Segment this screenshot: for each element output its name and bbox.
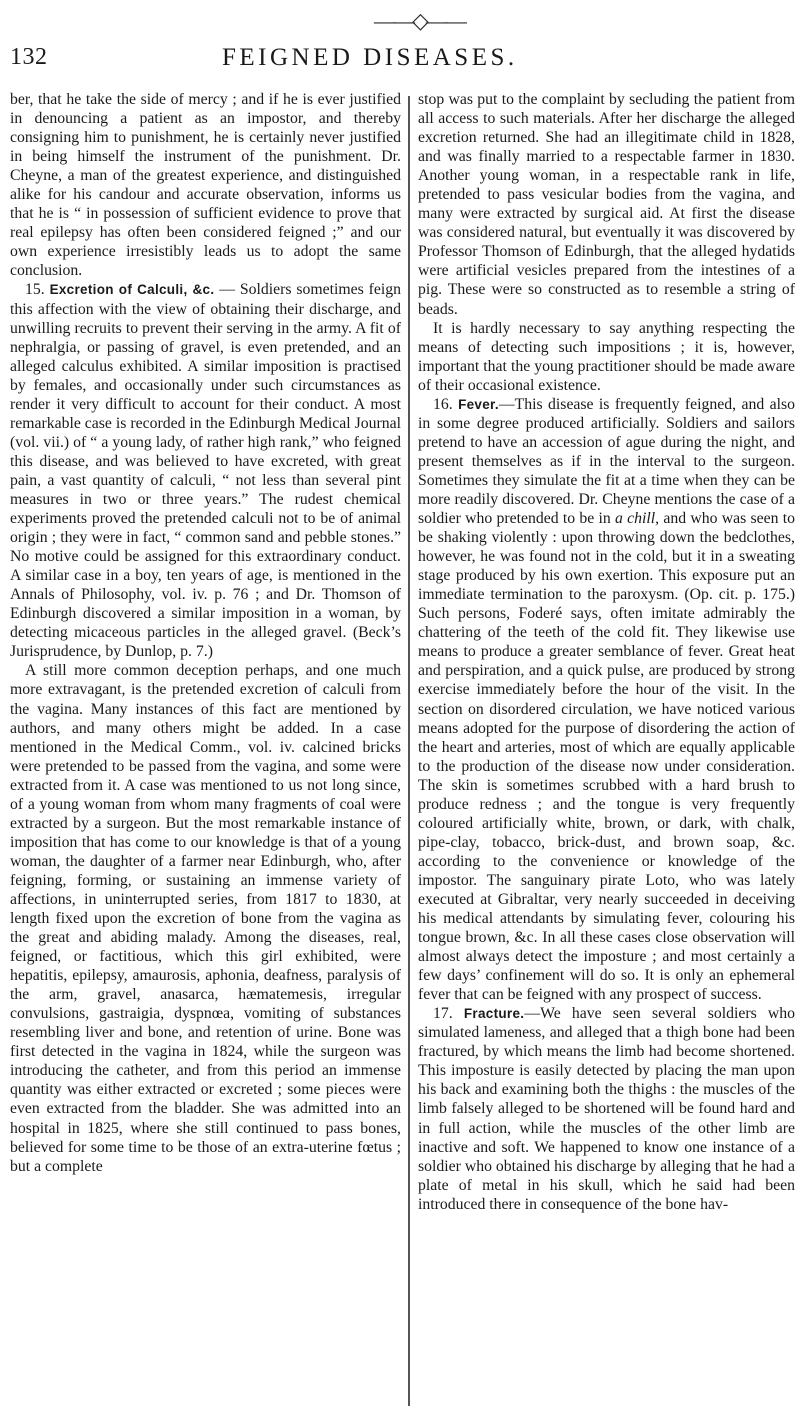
- right-column: [418, 90, 795, 1214]
- column-rule: [408, 96, 410, 1406]
- section-text: and who was seen to be shaking violently : upon throwing down the bedclothes, however, he was found not in the cold, but it in a sweating stage produced by his own exertion. This exposure put an immediate termination to the paroxysm. (Op. cit. p. 175.) Such persons, Foderé says, often imitate admirably the chattering of the teeth of the cold fit. They likewise use means to produce a greater semblance of fever. Great heat and perspiration, and a quick pulse, are produced by strong exercise immediately before the hour of the visit. In the section on disordered circulation, we have noticed various means adopted for the purpose of disordering the action of the heart and arteries, most of which are equally applicable to the production of the disease now under consideration. The skin is sometimes scrubbed with a hard brush to produce redness ; and the tongue is very frequently coloured artificially white, brown, or dark, with chalk, pipe-clay, tobacco, brick-dust, and brown soap, &c. according to the convenience or knowledge of the impostor. The sanguinary pirate Loto, who was lately executed at Gibraltar, very nearly succeeded in deceiving his medical attendants by simulating fever, colouring his tongue brown, &c. In all these cases close observation will almost always detect the imposture ; and most certainly a few days’ confinement will do so. It is only an ephemeral fever that can be feigned with any prospect of success.: [418, 510, 796, 1004]
- section-15: [10, 280, 401, 661]
- section-number: 15.: [25, 281, 45, 299]
- section-16: [418, 395, 795, 1005]
- page-number: 132: [10, 44, 48, 70]
- section-text: —This disease is frequently feigned, and also in some degree produced artificially. Soldiers and sailors pretend to have an accession of ague during the night, and present themselves as if in the interval to the surgeon. Sometimes they simulate the fit at a time when they can be more readily discovered. Dr. Cheyne mentions the case of a soldier who pretended to be in: [418, 395, 795, 528]
- paragraph: stop was put to the complaint by secluding the patient from all access to such materials. After her discharge the alleged excretion returned. She had an illegitimate child in 1828, and was finally married to a respectable farmer in 1830. Another young woman, in a respectable rank in life, pretended to pass vesicular bodies from the vagina, and many were extracted by surgical aid. At first the disease was considered natural, but eventually it was discovered by Professor Thomson of Edinburgh, that the alleged hydatids were artificial vesicles prepared from the intestines of a pig. These were so constructed as to resemble a string of beads.: [418, 91, 795, 318]
- paragraph: A still more common deception perhaps, and one much more extravagant, is the pretended excretion of calculi from the vagina. Many instances of this fact are mentioned by authors, and many others might be added. In a case mentioned in the Medical Comm., vol. iv. calcined bricks were pretended to be passed from the vagina, and some were extracted from it. A case was mentioned to us not long since, of a young woman from whom many fragments of coal were extracted by a surgeon. But the most remarkable instance of imposition that has come to our knowledge is that of a young woman, the daughter of a farmer near Edinburgh, who, after feigning, forming, or sustaining an immense variety of affections, in uninterrupted series, from 1817 to 1830, at length fixed upon the excretion of bone from the vagina as the great and abiding malady. Among the diseases, real, feigned, or factitious, which this girl exhibited, were hepatitis, epilepsy, amaurosis, aphonia, deafness, paralysis of the arm, gravel, anasarca, hæmatemesis, irregular convulsions, gastraigia, dyspnœa, vomiting of substances resembling liver and bone, and retention of urine. Bone was first detected in the vagina in 1824, while the surgeon was introducing the catheter, and from this period an immense quantity was either extracted or excreted ; some pieces were even extracted from the bladder. She was admitted into an hospital in 1825, where she still continued to pass bones, believed for some time to be those of an extra-uterine fœtus ; but a complete: [10, 662, 401, 1175]
- section-text: —We have seen several soldiers who simulated lameness, and alleged that a thigh bone had been fractured, by which means the limb had become shortened. This imposture is easily detected by placing the man upon his back and examining both the thighs : the muscles of the limb falsely alleged to be shortened will be found hard and in full action, while the muscles of the other limb are inactive and soft. We happened to know one instance of a soldier who obtained his discharge by alleging that he had a plate of metal in his skull, which he said had been introduced there in consequence of the bone hav-: [418, 1005, 796, 1213]
- left-column: [10, 90, 401, 1176]
- section-number: 16.: [433, 395, 453, 413]
- section-heading: Excretion of Calculi, &c.: [49, 282, 215, 298]
- section-17: [418, 1004, 795, 1214]
- ornament: ——◇——: [374, 8, 464, 33]
- section-heading: Fever.: [458, 396, 499, 412]
- running-head: FEIGNED DISEASES.: [222, 44, 518, 71]
- section-number: 17.: [433, 1005, 453, 1023]
- paragraph: ber, that he take the side of mercy ; and if he is ever justified in denouncing a patient as an impostor, and thereby consigning him to punishment, he is certainly never justified in being himself the instrument of the punishment. Dr. Cheyne, a man of the greatest experience, and distinguished alike for his candour and accurate observation, informs us that he is “ in possession of sufficient evidence to prove that real epilepsy has often been considered feigned ;” and our own experience irresistibly leads us to adopt the same conclusion.: [10, 91, 401, 280]
- section-heading: Fracture.: [463, 1006, 525, 1022]
- paragraph: It is hardly necessary to say anything respecting the means of detecting such impositions ; it is, however, important that the young practitioner should be made aware of their occasional existence.: [418, 319, 795, 394]
- section-text: — Soldiers sometimes feign this affection with the view of obtaining their discharge, and unwilling recruits to prevent their serving in the army. A fit of nephralgia, or passing of gravel, is even pretended, and an alleged calculus exhibited. A similar imposition is practised by females, and occasionally under such circumstances as render it very difficult to account for their conduct. A most remarkable case is recorded in the Edinburgh Medical Journal (vol. vii.) of “ a young lady, of rather high rank,” who feigned this disease, and was believed to have excreted, with great pain, a vast quantity of calculi, “ not less than several pint measures in two or three years.” The rudest chemical experiments proved the pretended calculi not to be of animal origin ; they were in fact, “ common sand and pebble stones.” No motive could be assigned for this extraordinary conduct. A similar case in a boy, ten years of age, is mentioned in the Annals of Philosophy, vol. iv. p. 76 ; and Dr. Thomson of Edinburgh discovered a similar imposition in a woman, by detecting micaceous particles in the alleged gravel. (Beck’s Jurisprudence, by Dunlop, p. 7.): [10, 281, 401, 661]
- italic-phrase: a chill,: [615, 510, 660, 528]
